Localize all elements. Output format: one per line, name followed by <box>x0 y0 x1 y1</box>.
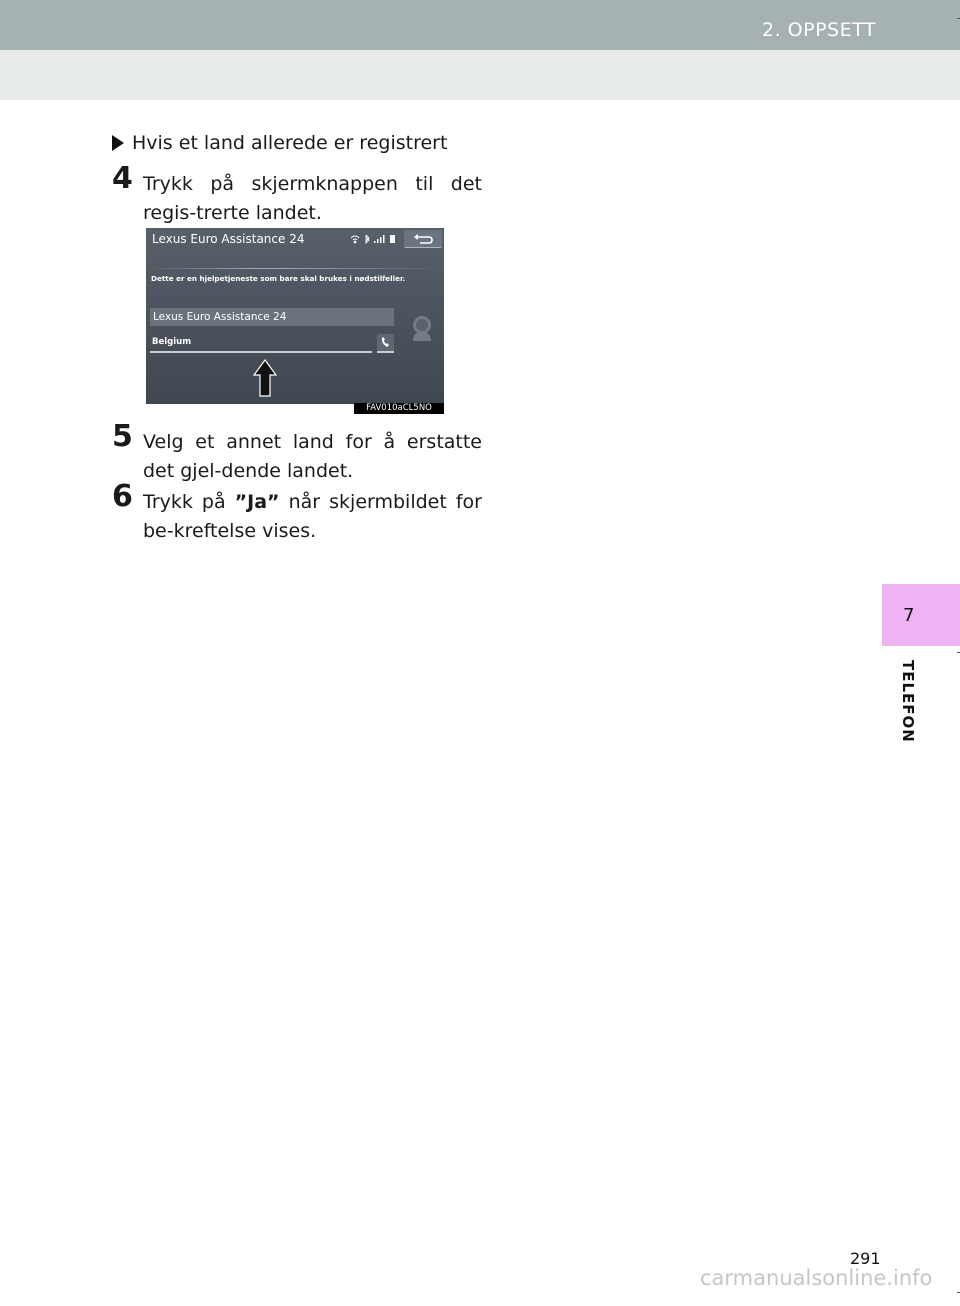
screen-figure <box>146 228 444 404</box>
wifi-icon <box>351 236 359 243</box>
call-button[interactable] <box>377 334 394 353</box>
bullet-triangle-icon <box>112 135 124 151</box>
back-arrow-icon <box>412 233 434 245</box>
phone-icon <box>377 334 394 351</box>
bluetooth-icon <box>366 235 369 243</box>
watermark: carmanualsonline.info <box>700 1266 933 1290</box>
title-divider <box>146 268 444 269</box>
chapter-number: 7 <box>903 605 915 626</box>
up-arrow-icon <box>253 359 277 397</box>
step-5 <box>112 419 482 486</box>
chapter-label: TELEFON <box>899 660 917 743</box>
status-icons <box>349 234 399 244</box>
screen-title: Lexus Euro Assistance 24 <box>152 232 305 246</box>
signal-icon <box>374 235 385 243</box>
chapter-tab <box>882 584 960 646</box>
step-text-before: Trykk på <box>143 491 235 513</box>
header-band <box>0 50 960 100</box>
section-title: 2. OPPSETT <box>762 19 876 41</box>
step-text <box>143 488 482 546</box>
bullet-heading-text: Hvis et land allerede er registrert <box>132 132 448 154</box>
battery-icon <box>390 235 395 243</box>
page-number: 291 <box>850 1249 881 1268</box>
step-4 <box>112 161 482 228</box>
step-number: 6 <box>112 479 133 514</box>
back-button[interactable] <box>404 230 442 248</box>
operator-icon <box>409 314 433 342</box>
country-button[interactable] <box>150 334 372 353</box>
step-text-after: når skjermbildet for be-kreftelse vises. <box>143 491 482 542</box>
country-label: Belgium <box>152 337 192 347</box>
step-6 <box>112 479 482 546</box>
yes-button-label: ”Ja” <box>234 491 280 513</box>
step-number: 5 <box>112 419 133 454</box>
step-text: Velg et annet land for å erstatte det gjel-dende landet. <box>143 431 482 482</box>
figure-code: FAV010aCL5NO <box>354 403 444 414</box>
step-number: 4 <box>112 161 133 196</box>
service-entry-label: Lexus Euro Assistance 24 <box>153 311 287 323</box>
service-entry[interactable] <box>150 308 394 326</box>
step-text: Trykk på skjermknappen til det regis-trerte landet. <box>143 173 482 224</box>
bullet-heading <box>112 132 447 154</box>
notice-text: Dette er en hjelpetjeneste som bare skal brukes i nødstilfeller. <box>151 274 406 283</box>
